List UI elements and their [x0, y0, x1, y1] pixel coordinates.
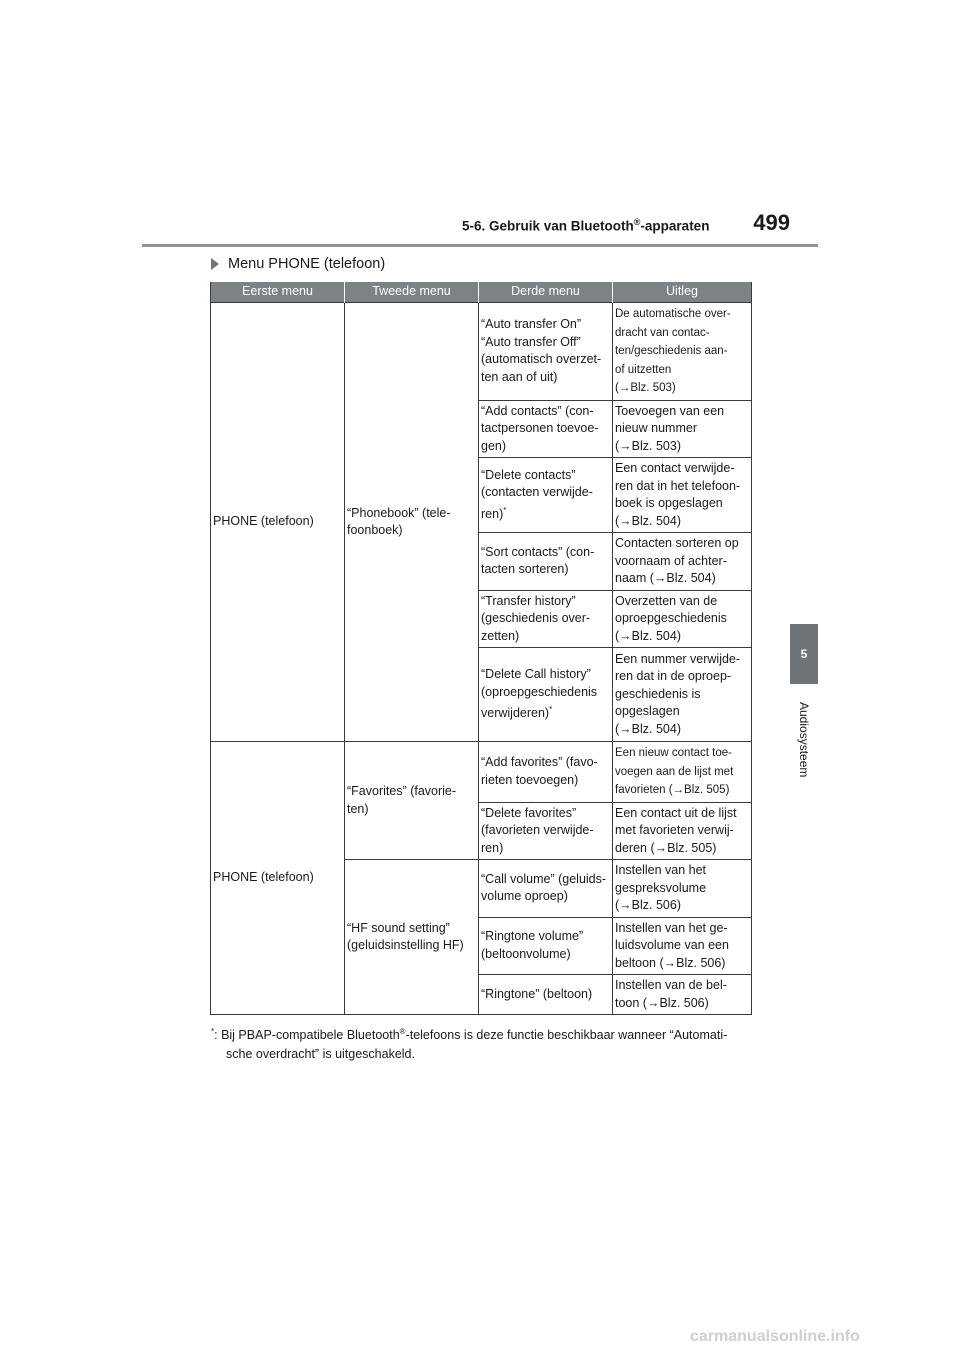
explanation-text: Een contact verwijde- ren dat in het telefoon- boek is opgeslagen (→Blz. 504) [615, 461, 741, 528]
explanation-cell [613, 742, 752, 803]
section-heading [211, 256, 385, 272]
watermark: carmanualsonline.info [690, 1328, 860, 1345]
third-menu-text: “Auto transfer On” “Auto transfer Off” (automatisch overzet- ten aan of uit) [481, 317, 602, 384]
footnote: *: Bij PBAP-compatibele Bluetooth®-telefoons is deze functie beschikbaar wanneer “Automati- sche overdracht” is uitgeschakeld. [211, 1022, 756, 1064]
third-menu-text: “Delete favorites” (favorieten verwijde- ren) [481, 805, 594, 855]
phone-menu-table [210, 282, 752, 1015]
explanation-text: Een nummer verwijde- ren dat in de oproep- geschiedenis is opgeslagen (→Blz. 504) [615, 651, 741, 736]
explanation-cell [613, 802, 752, 860]
explanation-cell [613, 648, 752, 742]
table-header-row [211, 282, 752, 303]
column-header: Tweede menu [345, 282, 479, 303]
explanation-cell [613, 458, 752, 533]
explanation-cell [613, 303, 752, 401]
chapter-tab[interactable]: 5 [790, 624, 818, 684]
explanation-cell [613, 590, 752, 648]
column-header: Eerste menu [211, 282, 345, 303]
footnote-marker: * [211, 1027, 215, 1036]
third-menu-cell [479, 742, 613, 803]
third-menu-text: “Add favorites” (favo- rieten toevoegen) [481, 755, 598, 787]
table-row [211, 303, 752, 401]
third-menu-cell [479, 590, 613, 648]
explanation-cell [613, 400, 752, 458]
explanation-cell [613, 533, 752, 591]
second-menu-cell: “Favorites” (favorie- ten) [345, 742, 479, 860]
footnote-marker: * [503, 505, 507, 515]
explanation-text: Instellen van het gespreksvolume (→Blz. 506) [615, 863, 707, 912]
explanation-text: Instellen van het ge- luidsvolume van een beltoon (→Blz. 506) [615, 920, 729, 970]
third-menu-text: “Add contacts” (con- tactpersonen toevoe- gen) [481, 403, 599, 453]
triangle-arrow-icon [211, 258, 219, 270]
third-menu-cell [479, 975, 613, 1015]
column-header: Derde menu [479, 282, 613, 303]
explanation-text: Overzetten van de oproepgeschiedenis (→Blz. 504) [615, 593, 727, 643]
third-menu-text: “Transfer history” (geschiedenis over- zetten) [481, 593, 591, 643]
footnote-marker: * [549, 705, 553, 715]
third-menu-text: “Sort contacts” (con- tacten sorteren) [481, 544, 595, 577]
first-menu-cell: PHONE (telefoon) [211, 742, 345, 1015]
explanation-text: Een contact uit de lijst met favorieten verwij- deren (→Blz. 505) [615, 805, 737, 855]
third-menu-cell [479, 533, 613, 591]
explanation-text: Contacten sorteren op voornaam of achter- naam (→Blz. 504) [615, 536, 739, 585]
table-body [211, 303, 752, 1015]
second-menu-cell: “Phonebook” (tele- foonboek) [345, 303, 479, 742]
explanation-text: Instellen van de bel- toon (→Blz. 506) [615, 978, 727, 1010]
third-menu-cell [479, 648, 613, 742]
third-menu-text: “Ringtone volume” (beltoonvolume) [481, 929, 584, 961]
second-menu-cell: “HF sound setting” (geluidsinstelling HF) [345, 860, 479, 1015]
third-menu-text: “Ringtone” (beltoon) [481, 986, 593, 1001]
section-heading-text: Menu PHONE (telefoon) [228, 256, 386, 272]
explanation-cell [613, 975, 752, 1015]
explanation-text: Toevoegen van een nieuw nummer (→Blz. 503) [615, 403, 725, 453]
third-menu-text: “Delete contacts” (contacten verwijde- ren) [481, 467, 593, 521]
third-menu-text: “Delete Call history” (oproepgeschiedenis verwijderen) [481, 667, 598, 721]
explanation-text: Een nieuw contact toe- voegen aan de lijst met favorieten (→Blz. 505) [615, 747, 734, 796]
column-header: Uitleg [613, 282, 752, 303]
section-title: 5-6. Gebruik van Bluetooth®-apparaten [462, 217, 710, 234]
third-menu-cell [479, 860, 613, 918]
header-divider [142, 244, 818, 247]
page-number: 499 [753, 210, 790, 235]
explanation-cell [613, 860, 752, 918]
third-menu-text: “Call volume” (geluids- volume oproep) [481, 871, 607, 904]
table-row [211, 742, 752, 803]
third-menu-cell [479, 917, 613, 975]
chapter-label: Audiosysteem [797, 701, 811, 778]
explanation-cell [613, 917, 752, 975]
third-menu-cell [479, 400, 613, 458]
first-menu-cell: PHONE (telefoon) [211, 303, 345, 742]
third-menu-cell [479, 802, 613, 860]
third-menu-cell [479, 303, 613, 401]
explanation-text: De automatische over- dracht van contac- ten/geschiedenis aan- of uitzetten (→Blz. 503) [615, 308, 731, 394]
footnote-line-2: sche overdracht” is uitgeschakeld. [226, 1047, 415, 1062]
third-menu-cell [479, 458, 613, 533]
